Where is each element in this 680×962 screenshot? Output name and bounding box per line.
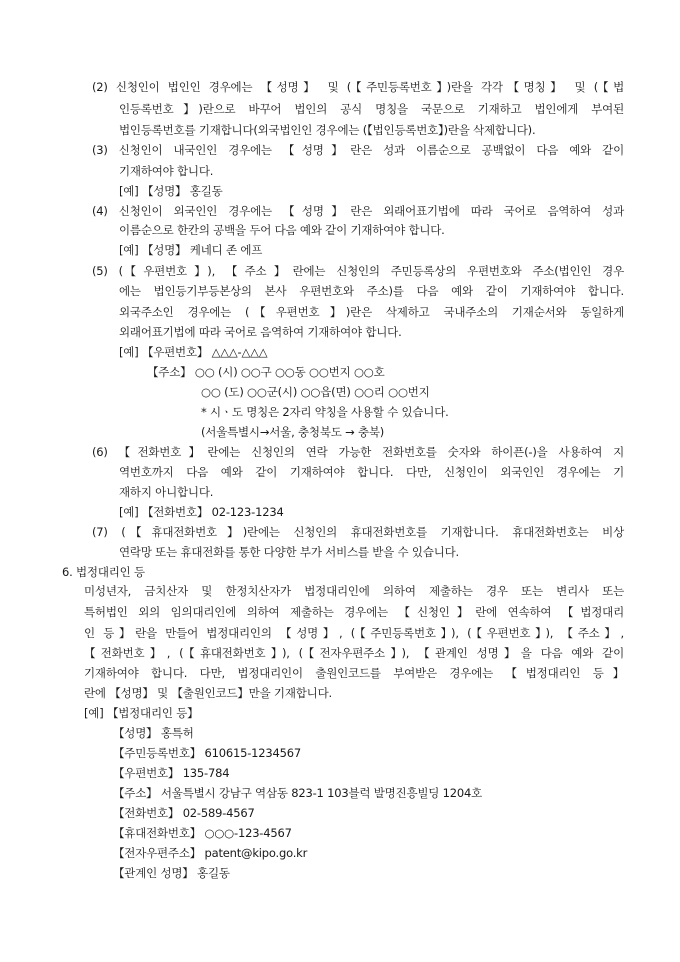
item4-line2: 이름순으로 한칸의 공백을 두어 다음 예와 같이 기재하여야 합니다. — [119, 223, 445, 237]
example-mobile: 【휴대전화번호】 ○○○-123-4567 — [113, 826, 292, 840]
example-email: 【전자우편주소】 patent@kipo.go.kr — [113, 846, 308, 860]
item5-example-postal: [예] 【우편번호】 △△△-△△△ — [119, 345, 268, 359]
item7-line1: (7) (【휴대전화번호】)란에는 신청인의 휴대전화번호를 기재합니다. 휴대전화번호는 비상 — [92, 525, 624, 539]
item6-line2: 역번호까지 다음 예와 같이 기재하여야 합니다. 다만, 신청인이 외국인인 경우에는 기 — [119, 465, 624, 479]
example-phone: 【전화번호】 02-589-4567 — [113, 806, 255, 820]
example-address: 【주소】 서울특별시 강남구 역삼동 823-1 103블럭 발명진흥빌딩 1204호 — [113, 786, 483, 800]
item3-line2: 기재하여야 합니다. — [119, 164, 214, 178]
section6-para-line1: 미성년자, 금치산자 및 한정치산자가 법정대리인에 의하여 제출하는 경우 또는 변리사 또는 — [84, 584, 624, 598]
item2-line3: 법인등록번호를 기재합니다(외국법인인 경우에는 (【법인등록번호】)란을 삭제합니다). — [119, 123, 536, 137]
section6-example-heading: [예] 【법정대리인 등】 — [84, 706, 199, 720]
section6-para-line4: 【전화번호】, (【휴대전화번호】), (【전자우편주소】), 【관계인 성명】을 다음 예와 같이 — [84, 646, 624, 660]
item6-line3: 재하지 아니합니다. — [119, 485, 214, 499]
section6-para-line3: 인 등】란을 만들어 법정대리인의 【성명】, (【주민등록번호】), (【우편번호】), 【주소】, — [84, 626, 624, 640]
section6-para-line2: 특허법인 외의 임의대리인에 의하여 제출하는 경우에는 【신청인】란에 연속하여 【법정대리 — [84, 605, 624, 619]
section6-para-line5: 기재하여야 합니다. 다만, 법정대리인이 출원인코드를 부여받은 경우에는 【법정대리인 등】 — [84, 666, 624, 680]
item5-line1: (5) (【우편번호】), 【주소】란에는 신청인의 주민등록상의 우편번호와 주소(법인인 경우 — [92, 264, 624, 278]
item2-line2: 인등록번호】)란으로 바꾸어 법인의 공식 명칭을 국문으로 기재하고 법인에게 부여된 — [119, 102, 624, 116]
item4-line1: (4) 신청인이 외국인인 경우에는 【성명】란은 외래어표기법에 따라 국어로 음역하여 성과 — [92, 204, 624, 218]
item7-line2: 연락망 또는 휴대전화를 통한 다양한 부가 서비스를 받을 수 있습니다. — [119, 545, 460, 559]
item5-line4: 외래어표기법에 따라 국어로 음역하여 기재하여야 합니다. — [119, 325, 402, 339]
item6-example: [예] 【전화번호】 02-123-1234 — [119, 505, 284, 519]
example-resident-number: 【주민등록번호】 610615-1234567 — [113, 746, 301, 760]
example-relation-name: 【관계인 성명】 홍길동 — [113, 866, 230, 880]
item3-example: [예] 【성명】 홍길동 — [119, 184, 223, 198]
item5-note2: (서울특별시→서울, 충청북도 → 충북) — [201, 425, 385, 439]
section6-para-line6: 란에 【성명】 및 【출원인코드】만을 기재합니다. — [84, 686, 332, 700]
item5-example-addr1: 【주소】 ○○ (시) ○○구 ○○동 ○○번지 ○○호 — [147, 365, 385, 379]
section6-heading: 6. 법정대리인 등 — [62, 565, 145, 579]
item4-example: [예] 【성명】 케네디 존 에프 — [119, 243, 263, 257]
example-name: 【성명】 홍특허 — [113, 726, 194, 740]
example-postal-code: 【우편번호】 135-784 — [113, 766, 230, 780]
item6-line1: (6) 【전화번호】란에는 신청인의 연락 가능한 전화번호를 숫자와 하이픈(-)을 사용하여 지 — [92, 445, 624, 459]
item2-line1: (2) 신청인이 법인인 경우에는 【성명】 및 (【주민등록번호】)란을 각각【명칭】 및 (【법 — [92, 80, 624, 94]
item5-example-addr2: ○○ (도) ○○군(시) ○○읍(면) ○○리 ○○번지 — [201, 385, 430, 399]
item5-line2: 에는 법인등기부등본상의 본사 우편번호와 주소)를 다음 예와 같이 기재하여야 합니다. — [119, 284, 624, 298]
item5-line3: 외국주소인 경우에는 (【우편번호】)란은 삭제하고 국내주소의 기재순서와 동일하게 — [119, 305, 624, 319]
item3-line1: (3) 신청인이 내국인인 경우에는 【성명】란은 성과 이름순으로 공백없이 다음 예와 같이 — [92, 143, 624, 157]
item5-note1: * 시ㆍ도 명칭은 2자리 약칭을 사용할 수 있습니다. — [201, 405, 449, 419]
